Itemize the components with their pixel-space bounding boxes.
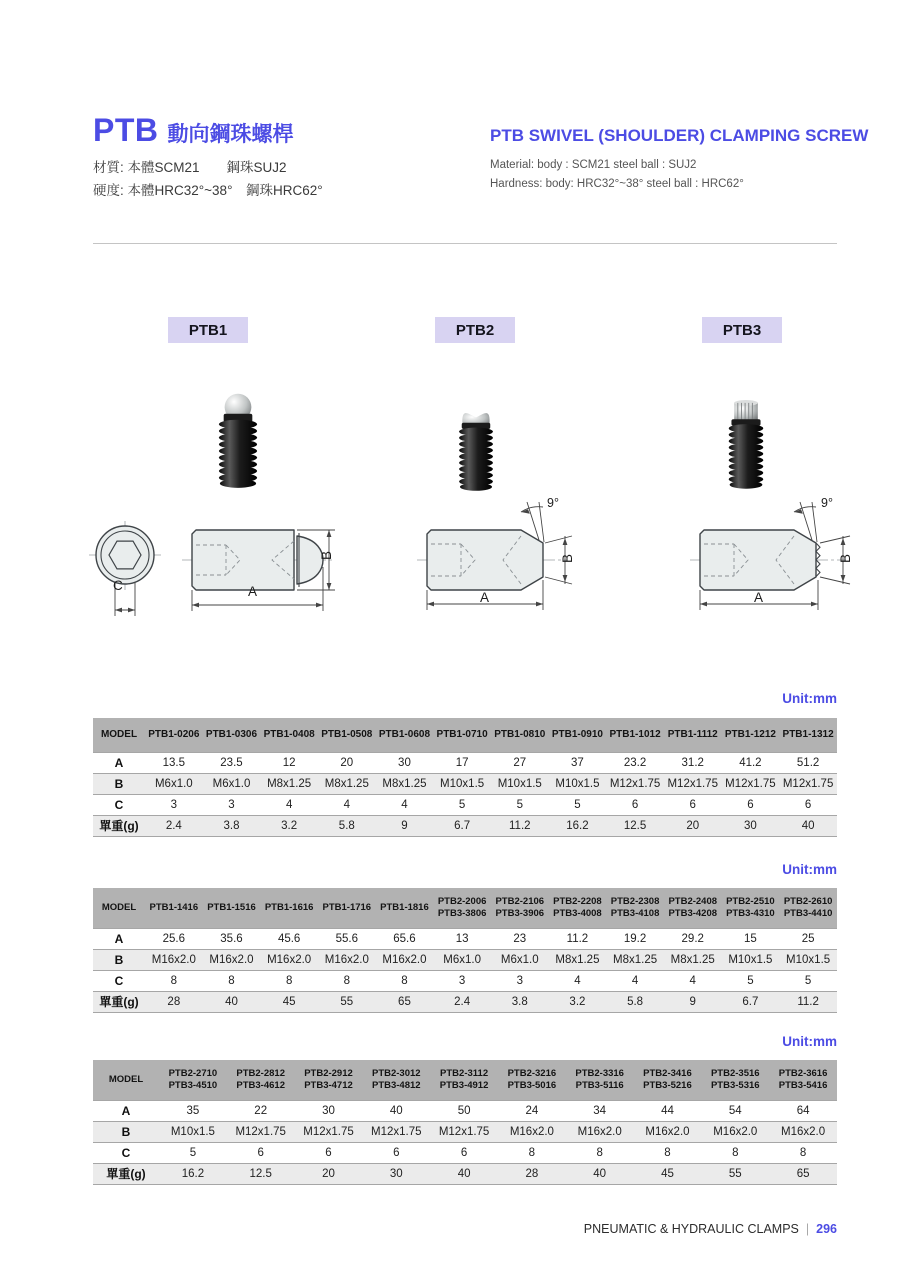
spec-value-cell: 8 bbox=[498, 1142, 566, 1163]
model-header bbox=[491, 888, 549, 928]
footer-separator: | bbox=[805, 1222, 810, 1236]
spec-value-cell: M8x1.25 bbox=[376, 773, 434, 794]
model-number: PTB2-2106 bbox=[495, 895, 545, 907]
model-number: PTB2-3616 bbox=[778, 1067, 828, 1079]
row-label: 單重(g) bbox=[93, 1163, 159, 1184]
spec-value-cell: 35.6 bbox=[203, 928, 261, 949]
row-label: B bbox=[93, 1121, 159, 1142]
model-number: PTB1-1816 bbox=[380, 901, 429, 913]
spec-value-cell: 12.5 bbox=[606, 815, 664, 836]
spec-value-cell: 6 bbox=[430, 1142, 498, 1163]
row-label: A bbox=[93, 928, 145, 949]
spec-value-cell: 40 bbox=[203, 991, 261, 1012]
model-header bbox=[634, 1060, 702, 1100]
model-number: PTB2-3416 bbox=[643, 1067, 692, 1079]
model-header bbox=[701, 1060, 769, 1100]
model-number: PTB1-1416 bbox=[149, 901, 199, 913]
model-number: PTB1-1312 bbox=[782, 728, 834, 740]
model-number: PTB3-4108 bbox=[610, 907, 660, 919]
spec-value-cell: 3 bbox=[491, 970, 549, 991]
spec-text-cn bbox=[93, 156, 323, 202]
spec-value-cell: 40 bbox=[566, 1163, 634, 1184]
spec-value-cell: M16x2.0 bbox=[769, 1121, 837, 1142]
material-line-en: Material: body : SCM21 steel ball : SUJ2 bbox=[490, 159, 697, 171]
spec-value-cell: M8x1.25 bbox=[318, 773, 376, 794]
spec-value-cell: 5 bbox=[433, 794, 491, 815]
spec-value-cell: 25.6 bbox=[145, 928, 203, 949]
spec-value-cell: 8 bbox=[318, 970, 376, 991]
spec-value-cell: M12x1.75 bbox=[606, 773, 664, 794]
spec-value-cell: 22 bbox=[227, 1100, 295, 1121]
spec-value-cell: 64 bbox=[769, 1100, 837, 1121]
model-number: PTB1-1212 bbox=[724, 728, 776, 740]
model-number: PTB1-0508 bbox=[321, 728, 373, 740]
spec-value-cell: 30 bbox=[362, 1163, 430, 1184]
table-row bbox=[93, 1142, 837, 1163]
spec-value-cell: M8x1.25 bbox=[606, 949, 664, 970]
model-header bbox=[260, 888, 318, 928]
spec-value-cell: 28 bbox=[145, 991, 203, 1012]
table-row bbox=[93, 970, 837, 991]
product-label-ptb2: PTB2 bbox=[435, 317, 515, 343]
table-row bbox=[93, 928, 837, 949]
table-row bbox=[93, 815, 837, 836]
model-number: PTB3-4712 bbox=[304, 1079, 353, 1091]
model-header bbox=[318, 888, 376, 928]
model-number: PTB3-4410 bbox=[783, 907, 833, 919]
spec-value-cell: 3.2 bbox=[260, 815, 318, 836]
spec-value-cell: M12x1.75 bbox=[722, 773, 780, 794]
row-label: B bbox=[93, 949, 145, 970]
spec-value-cell: 2.4 bbox=[433, 991, 491, 1012]
spec-value-cell: 45.6 bbox=[260, 928, 318, 949]
model-number: PTB3-4812 bbox=[371, 1079, 421, 1091]
spec-value-cell: M12x1.75 bbox=[362, 1121, 430, 1142]
model-number: PTB2-2006 bbox=[437, 895, 487, 907]
model-number: PTB2-3216 bbox=[507, 1067, 557, 1079]
model-number: PTB1-0810 bbox=[494, 728, 546, 740]
spec-value-cell: 6 bbox=[606, 794, 664, 815]
model-header bbox=[376, 718, 434, 752]
spec-value-cell: M10x1.5 bbox=[722, 949, 780, 970]
dim-label-a2: A bbox=[480, 590, 490, 605]
spec-value-cell: 54 bbox=[701, 1100, 769, 1121]
spec-value-cell: 40 bbox=[362, 1100, 430, 1121]
spec-value-cell: 17 bbox=[433, 752, 491, 773]
spec-value-cell: M16x2.0 bbox=[566, 1121, 634, 1142]
spec-value-cell: 6 bbox=[722, 794, 780, 815]
row-label: B bbox=[93, 773, 145, 794]
hardness-line-cn: 硬度: 本體HRC32°~38° 鋼珠HRC62° bbox=[93, 183, 323, 198]
spec-value-cell: 30 bbox=[376, 752, 434, 773]
model-number: PTB2-2912 bbox=[304, 1067, 353, 1079]
side-view-ptb2 bbox=[415, 496, 580, 618]
model-number: PTB2-3316 bbox=[575, 1067, 624, 1079]
spec-value-cell: M8x1.25 bbox=[664, 949, 722, 970]
spec-value-cell: M10x1.5 bbox=[549, 773, 607, 794]
model-number: PTB3-4912 bbox=[439, 1079, 489, 1091]
side-view-ptb1 bbox=[180, 505, 345, 617]
model-header bbox=[295, 1060, 363, 1100]
spec-value-cell: 16.2 bbox=[549, 815, 607, 836]
spec-value-cell: 8 bbox=[376, 970, 434, 991]
spec-value-cell: M12x1.75 bbox=[227, 1121, 295, 1142]
spec-value-cell: M16x2.0 bbox=[145, 949, 203, 970]
spec-table-3-container bbox=[93, 1060, 837, 1185]
spec-value-cell: 4 bbox=[376, 794, 434, 815]
unit-label-2: Unit:mm bbox=[782, 862, 837, 877]
model-header bbox=[549, 888, 607, 928]
model-header bbox=[318, 718, 376, 752]
model-header bbox=[566, 1060, 634, 1100]
model-number: PTB1-1616 bbox=[264, 901, 314, 913]
spec-value-cell: 8 bbox=[566, 1142, 634, 1163]
table-row bbox=[93, 991, 837, 1012]
spec-table bbox=[93, 888, 837, 1013]
spec-value-cell: 4 bbox=[549, 970, 607, 991]
row-label: C bbox=[93, 1142, 159, 1163]
model-number: PTB3-4208 bbox=[668, 907, 718, 919]
model-header bbox=[491, 718, 549, 752]
model-number: PTB2-3112 bbox=[440, 1067, 489, 1079]
dim-label-c: C bbox=[113, 578, 123, 593]
side-view-ptb3 bbox=[688, 496, 860, 618]
model-number: PTB1-1012 bbox=[609, 728, 661, 740]
model-number: PTB1-0710 bbox=[436, 728, 488, 740]
spec-value-cell: 23.5 bbox=[203, 752, 261, 773]
spec-value-cell: 5 bbox=[779, 970, 837, 991]
model-header bbox=[376, 888, 434, 928]
spec-value-cell: 41.2 bbox=[722, 752, 780, 773]
spec-value-cell: 24 bbox=[498, 1100, 566, 1121]
spec-table bbox=[93, 1060, 837, 1185]
model-header bbox=[260, 718, 318, 752]
spec-table-2-container bbox=[93, 888, 837, 1013]
spec-value-cell: 19.2 bbox=[606, 928, 664, 949]
spec-value-cell: 29.2 bbox=[664, 928, 722, 949]
spec-value-cell: 55.6 bbox=[318, 928, 376, 949]
spec-value-cell: 5 bbox=[491, 794, 549, 815]
model-number: PTB3-4510 bbox=[168, 1079, 218, 1091]
spec-value-cell: 8 bbox=[260, 970, 318, 991]
spec-value-cell: 11.2 bbox=[491, 815, 549, 836]
spec-value-cell: 15 bbox=[722, 928, 780, 949]
series-title-cn: 動向鋼珠螺桿 bbox=[167, 123, 294, 146]
spec-value-cell: 30 bbox=[295, 1100, 363, 1121]
model-number: PTB2-3516 bbox=[710, 1067, 760, 1079]
model-header bbox=[769, 1060, 837, 1100]
spec-value-cell: 12 bbox=[260, 752, 318, 773]
model-number: PTB1-0306 bbox=[205, 728, 258, 740]
model-number: PTB3-5416 bbox=[778, 1079, 828, 1091]
dim-label-a3: A bbox=[754, 590, 764, 605]
dim-label-b2: B bbox=[560, 553, 576, 564]
spec-value-cell: 6.7 bbox=[433, 815, 491, 836]
model-number: PTB2-2408 bbox=[668, 895, 718, 907]
model-number: PTB3-4008 bbox=[553, 907, 602, 919]
spec-value-cell: 35 bbox=[159, 1100, 227, 1121]
spec-value-cell: M10x1.5 bbox=[779, 949, 837, 970]
model-number: PTB1-0608 bbox=[378, 728, 431, 740]
spec-value-cell: 6 bbox=[779, 794, 837, 815]
spec-value-cell: 9 bbox=[664, 991, 722, 1012]
spec-value-cell: M16x2.0 bbox=[498, 1121, 566, 1142]
spec-value-cell: 4 bbox=[318, 794, 376, 815]
row-label: 單重(g) bbox=[93, 991, 145, 1012]
spec-value-cell: M12x1.75 bbox=[430, 1121, 498, 1142]
page-title bbox=[93, 112, 294, 149]
spec-value-cell: 28 bbox=[498, 1163, 566, 1184]
spec-value-cell: M12x1.75 bbox=[664, 773, 722, 794]
unit-label-3: Unit:mm bbox=[782, 1034, 837, 1049]
spec-value-cell: 8 bbox=[634, 1142, 702, 1163]
header-divider bbox=[93, 243, 837, 244]
spec-value-cell: 8 bbox=[203, 970, 261, 991]
model-number: PTB1-0408 bbox=[263, 728, 315, 740]
spec-value-cell: 6 bbox=[227, 1142, 295, 1163]
spec-value-cell: M6x1.0 bbox=[433, 949, 491, 970]
spec-value-cell: 44 bbox=[634, 1100, 702, 1121]
row-label: C bbox=[93, 794, 145, 815]
spec-value-cell: 5.8 bbox=[606, 991, 664, 1012]
spec-value-cell: 45 bbox=[634, 1163, 702, 1184]
angle-label-3: 9° bbox=[821, 496, 833, 510]
spec-value-cell: M10x1.5 bbox=[491, 773, 549, 794]
model-number: PTB2-3012 bbox=[371, 1067, 421, 1079]
spec-value-cell: M6x1.0 bbox=[145, 773, 203, 794]
spec-value-cell: 6 bbox=[295, 1142, 363, 1163]
spec-value-cell: 30 bbox=[722, 815, 780, 836]
unit-label-1: Unit:mm bbox=[782, 691, 837, 706]
spec-value-cell: 6 bbox=[664, 794, 722, 815]
spec-value-cell: 31.2 bbox=[664, 752, 722, 773]
model-number: PTB2-2710 bbox=[168, 1067, 218, 1079]
spec-value-cell: 8 bbox=[701, 1142, 769, 1163]
ptb2-product-photo bbox=[448, 396, 504, 494]
table-row bbox=[93, 1121, 837, 1142]
spec-value-cell: M8x1.25 bbox=[549, 949, 607, 970]
spec-value-cell: M16x2.0 bbox=[701, 1121, 769, 1142]
spec-value-cell: 5 bbox=[549, 794, 607, 815]
model-header bbox=[606, 888, 664, 928]
spec-value-cell: 13.5 bbox=[145, 752, 203, 773]
model-number: PTB3-4310 bbox=[726, 907, 775, 919]
model-number: PTB3-4612 bbox=[236, 1079, 285, 1091]
page-footer bbox=[584, 1222, 837, 1236]
model-number: PTB3-5116 bbox=[575, 1079, 624, 1091]
model-header bbox=[722, 888, 780, 928]
spec-value-cell: 3 bbox=[203, 794, 261, 815]
model-header bbox=[362, 1060, 430, 1100]
model-header bbox=[664, 888, 722, 928]
model-number: PTB3-3806 bbox=[437, 907, 487, 919]
spec-value-cell: 12.5 bbox=[227, 1163, 295, 1184]
page-number: 296 bbox=[816, 1222, 837, 1236]
hardness-line-en: Hardness: body: HRC32°~38° steel ball : HRC62° bbox=[490, 178, 744, 190]
spec-value-cell: 23 bbox=[491, 928, 549, 949]
spec-value-cell: 3.8 bbox=[203, 815, 261, 836]
spec-value-cell: 2.4 bbox=[145, 815, 203, 836]
model-number: PTB2-2208 bbox=[553, 895, 602, 907]
spec-value-cell: M16x2.0 bbox=[376, 949, 434, 970]
row-label: A bbox=[93, 1100, 159, 1121]
model-header bbox=[606, 718, 664, 752]
spec-value-cell: 5 bbox=[722, 970, 780, 991]
spec-value-cell: M16x2.0 bbox=[203, 949, 261, 970]
model-number: PTB1-1516 bbox=[207, 901, 256, 913]
table-row bbox=[93, 794, 837, 815]
model-header bbox=[664, 718, 722, 752]
model-number: PTB2-2610 bbox=[783, 895, 833, 907]
spec-value-cell: 50 bbox=[430, 1100, 498, 1121]
spec-value-cell: 8 bbox=[769, 1142, 837, 1163]
spec-value-cell: M16x2.0 bbox=[260, 949, 318, 970]
spec-value-cell: 45 bbox=[260, 991, 318, 1012]
end-view-drawing bbox=[86, 520, 164, 622]
spec-value-cell: 4 bbox=[606, 970, 664, 991]
spec-value-cell: M6x1.0 bbox=[203, 773, 261, 794]
angle-label-2: 9° bbox=[547, 496, 559, 510]
model-number: PTB2-2308 bbox=[610, 895, 660, 907]
model-number: PTB2-2812 bbox=[236, 1067, 285, 1079]
model-header bbox=[722, 718, 780, 752]
model-number: PTB3-3906 bbox=[495, 907, 545, 919]
spec-value-cell: M16x2.0 bbox=[318, 949, 376, 970]
model-number: PTB3-5016 bbox=[507, 1079, 557, 1091]
spec-value-cell: 5.8 bbox=[318, 815, 376, 836]
row-label: C bbox=[93, 970, 145, 991]
model-number: PTB1-1716 bbox=[322, 901, 372, 913]
model-header bbox=[145, 888, 203, 928]
model-header bbox=[227, 1060, 295, 1100]
spec-table bbox=[93, 718, 837, 837]
dim-label-a1: A bbox=[248, 584, 258, 599]
spec-value-cell: 3 bbox=[145, 794, 203, 815]
page-title-en: PTB SWIVEL (SHOULDER) CLAMPING SCREW bbox=[490, 126, 869, 145]
model-number: PTB2-2510 bbox=[726, 895, 775, 907]
spec-value-cell: 34 bbox=[566, 1100, 634, 1121]
model-header bbox=[779, 888, 837, 928]
spec-value-cell: 20 bbox=[664, 815, 722, 836]
model-number: PTB1-0206 bbox=[148, 728, 200, 740]
spec-value-cell: M12x1.75 bbox=[295, 1121, 363, 1142]
model-header bbox=[498, 1060, 566, 1100]
product-label-ptb1: PTB1 bbox=[168, 317, 248, 343]
table-row bbox=[93, 1100, 837, 1121]
ptb1-product-photo bbox=[202, 388, 274, 493]
model-number: PTB3-5216 bbox=[643, 1079, 692, 1091]
spec-value-cell: 23.2 bbox=[606, 752, 664, 773]
spec-table-1-container bbox=[93, 718, 837, 837]
model-number: PTB3-5316 bbox=[710, 1079, 760, 1091]
spec-value-cell: M6x1.0 bbox=[491, 949, 549, 970]
model-column-header: MODEL bbox=[93, 718, 145, 752]
spec-value-cell: M12x1.75 bbox=[779, 773, 837, 794]
spec-value-cell: 8 bbox=[145, 970, 203, 991]
model-header bbox=[203, 888, 261, 928]
spec-value-cell: 40 bbox=[430, 1163, 498, 1184]
table-row bbox=[93, 1163, 837, 1184]
product-label-ptb3: PTB3 bbox=[702, 317, 782, 343]
row-label: 單重(g) bbox=[93, 815, 145, 836]
dim-label-b1: B bbox=[319, 550, 335, 561]
spec-value-cell: 40 bbox=[779, 815, 837, 836]
spec-value-cell: 3.8 bbox=[491, 991, 549, 1012]
model-header bbox=[430, 1060, 498, 1100]
spec-value-cell: 5 bbox=[159, 1142, 227, 1163]
footer-text: PNEUMATIC & HYDRAULIC CLAMPS bbox=[583, 1222, 799, 1236]
spec-value-cell: 13 bbox=[433, 928, 491, 949]
spec-value-cell: 3 bbox=[433, 970, 491, 991]
model-header bbox=[145, 718, 203, 752]
spec-text-en bbox=[490, 156, 744, 194]
model-number: PTB1-1112 bbox=[667, 728, 718, 740]
table-row bbox=[93, 752, 837, 773]
model-header bbox=[203, 718, 261, 752]
spec-value-cell: 51.2 bbox=[779, 752, 837, 773]
spec-value-cell: 4 bbox=[664, 970, 722, 991]
spec-value-cell: 6 bbox=[362, 1142, 430, 1163]
model-header bbox=[779, 718, 837, 752]
model-column-header: MODEL bbox=[93, 888, 145, 928]
table-row bbox=[93, 773, 837, 794]
spec-value-cell: 55 bbox=[318, 991, 376, 1012]
spec-value-cell: 3.2 bbox=[549, 991, 607, 1012]
dim-label-b3: B bbox=[838, 553, 854, 564]
spec-value-cell: M16x2.0 bbox=[634, 1121, 702, 1142]
series-code: PTB bbox=[93, 112, 159, 148]
model-header bbox=[549, 718, 607, 752]
ptb3-product-photo bbox=[718, 392, 774, 492]
material-line-cn: 材質: 本體SCM21 鋼珠SUJ2 bbox=[93, 160, 287, 175]
spec-value-cell: M10x1.5 bbox=[433, 773, 491, 794]
model-number: PTB1-0910 bbox=[551, 728, 603, 740]
spec-value-cell: 25 bbox=[779, 928, 837, 949]
spec-value-cell: 37 bbox=[549, 752, 607, 773]
spec-value-cell: 27 bbox=[491, 752, 549, 773]
spec-value-cell: 55 bbox=[701, 1163, 769, 1184]
spec-value-cell: 11.2 bbox=[779, 991, 837, 1012]
model-header bbox=[433, 888, 491, 928]
spec-value-cell: 65.6 bbox=[376, 928, 434, 949]
spec-value-cell: 65 bbox=[769, 1163, 837, 1184]
spec-value-cell: 65 bbox=[376, 991, 434, 1012]
spec-value-cell: 20 bbox=[318, 752, 376, 773]
spec-value-cell: 20 bbox=[295, 1163, 363, 1184]
spec-value-cell: 4 bbox=[260, 794, 318, 815]
model-header bbox=[159, 1060, 227, 1100]
spec-value-cell: 6.7 bbox=[722, 991, 780, 1012]
spec-value-cell: 11.2 bbox=[549, 928, 607, 949]
spec-value-cell: M8x1.25 bbox=[260, 773, 318, 794]
model-column-header: MODEL bbox=[93, 1060, 159, 1100]
spec-value-cell: 16.2 bbox=[159, 1163, 227, 1184]
spec-value-cell: M10x1.5 bbox=[159, 1121, 227, 1142]
row-label: A bbox=[93, 752, 145, 773]
spec-value-cell: 9 bbox=[376, 815, 434, 836]
table-row bbox=[93, 949, 837, 970]
model-header bbox=[433, 718, 491, 752]
